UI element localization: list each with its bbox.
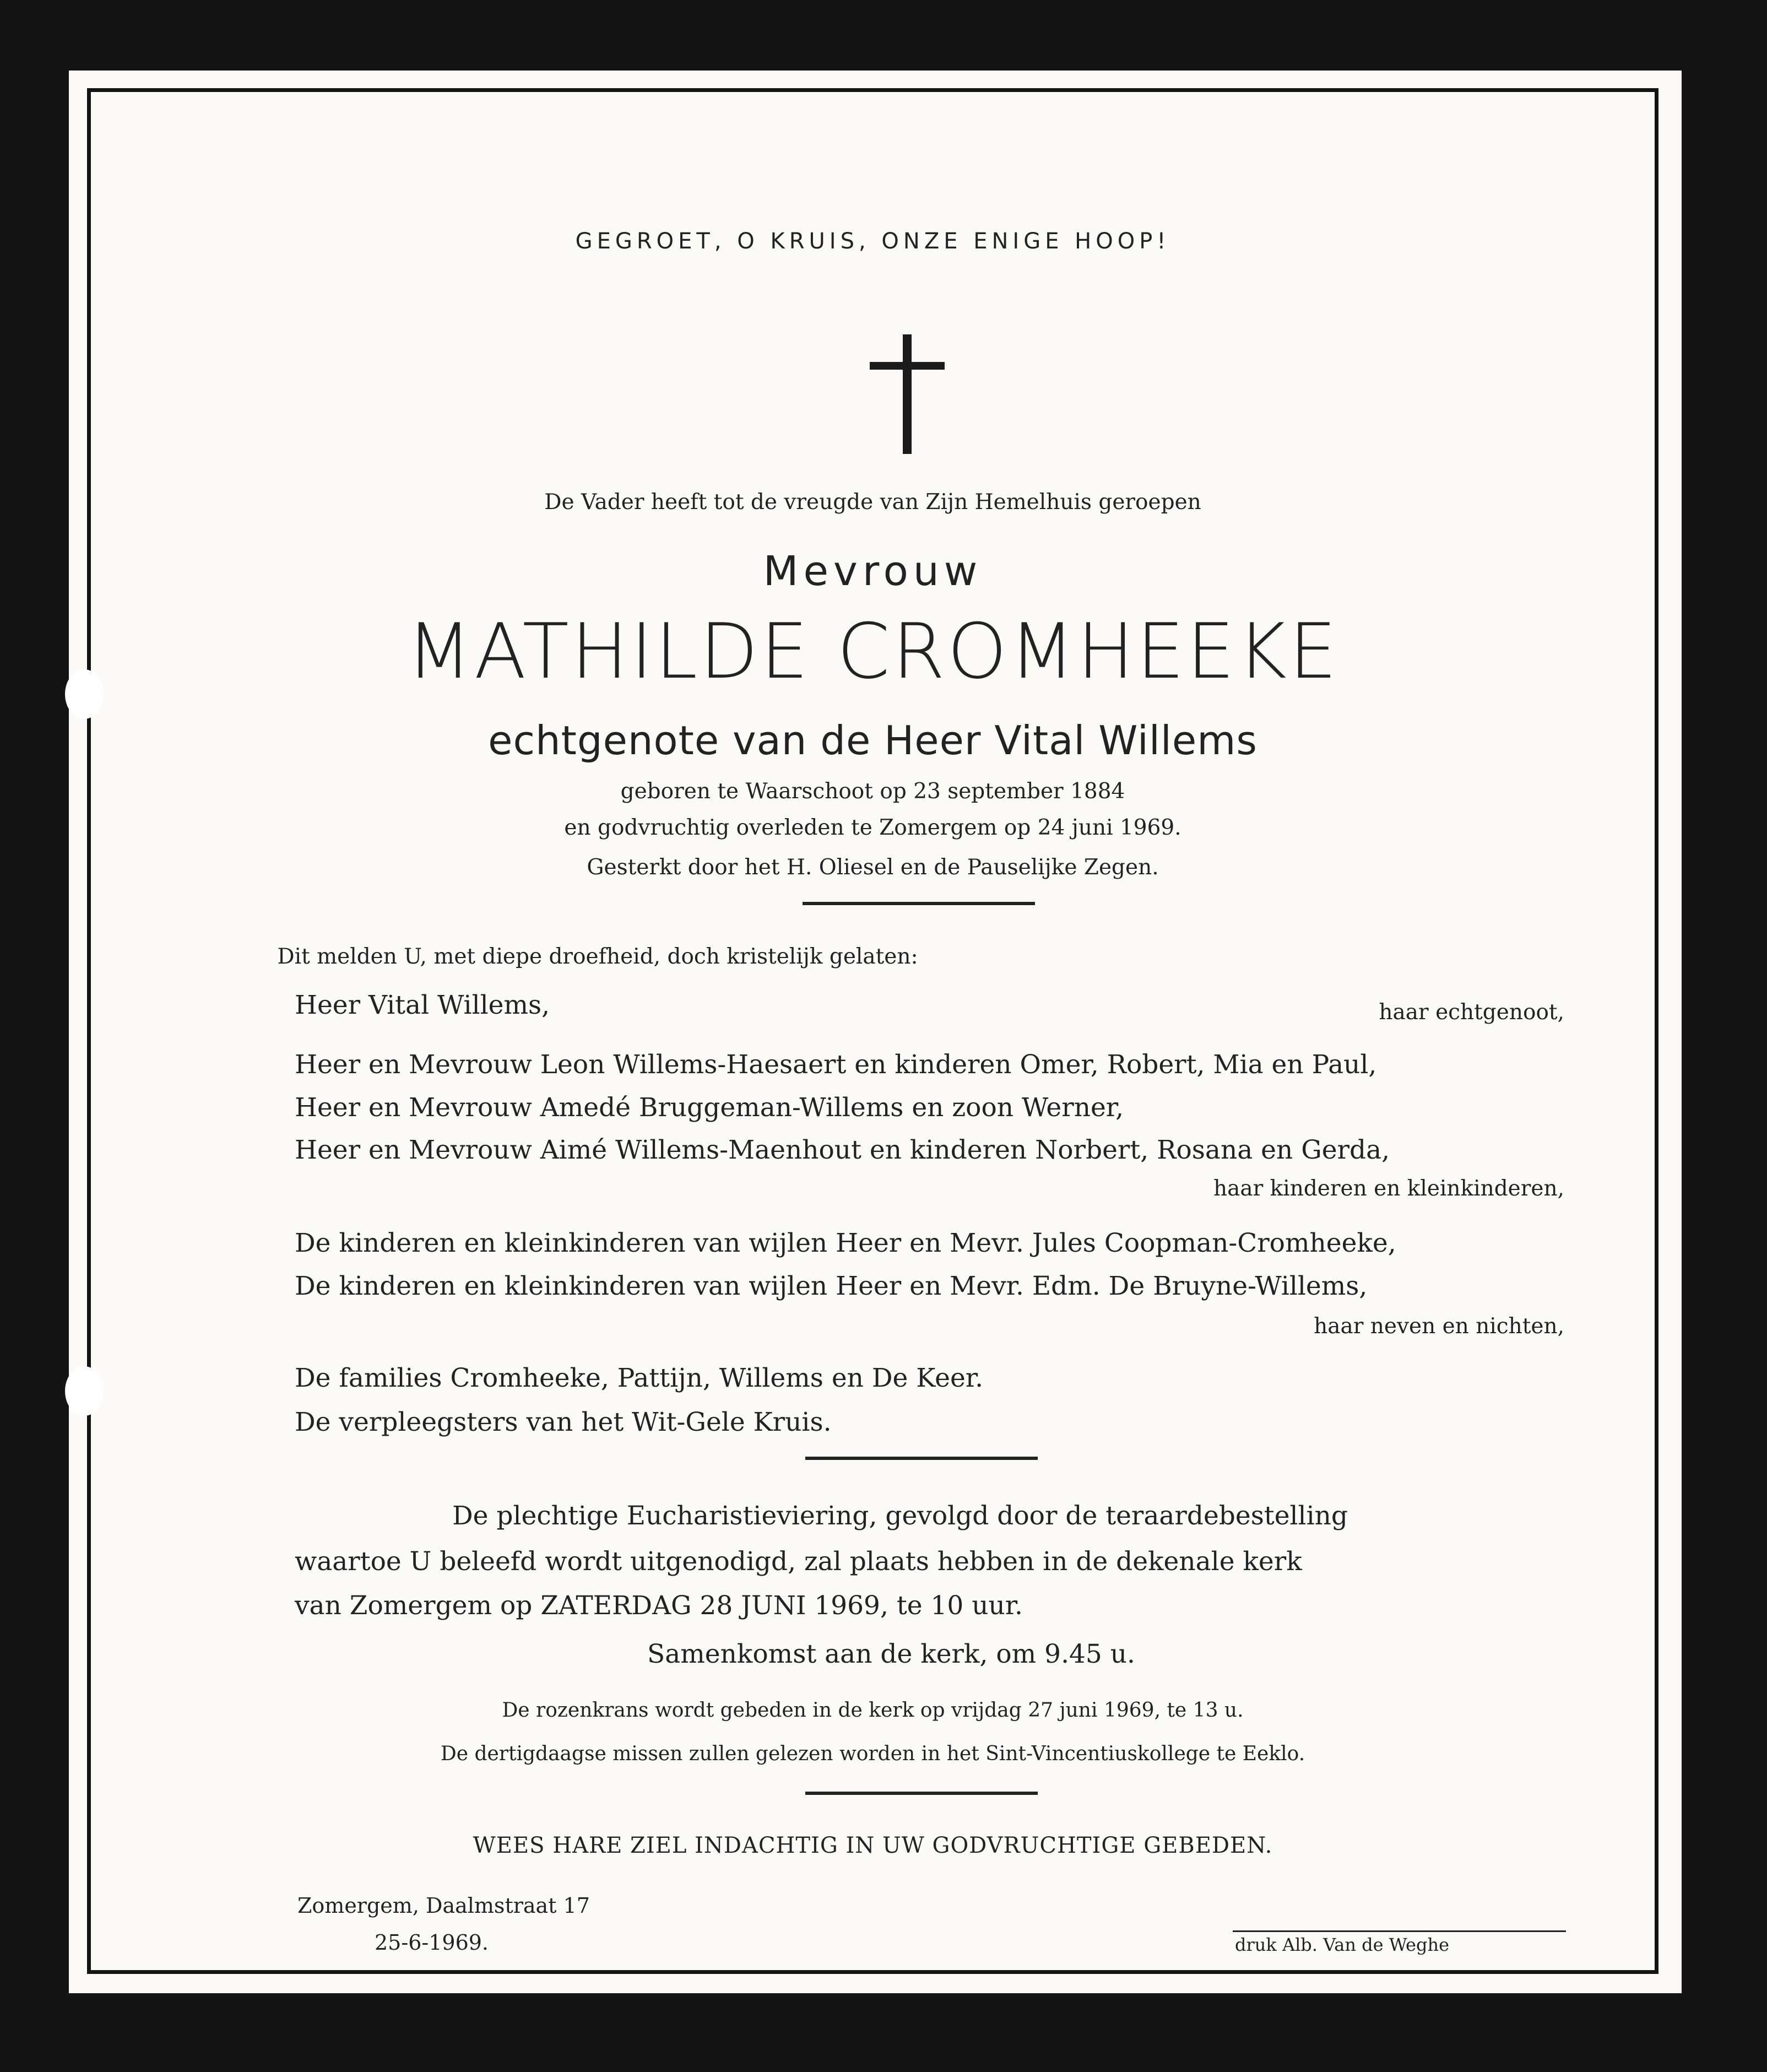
intro-text: De Vader heeft tot de vreugde van Zijn Hemelhuis geroepen bbox=[544, 490, 1201, 515]
motto: GEGROET, O KRUIS, ONZE ENIGE HOOP! bbox=[575, 229, 1170, 254]
divider-3 bbox=[805, 1792, 1038, 1795]
death-line: en godvruchtig overleden te Zomergem op 24 juni 1969. bbox=[564, 815, 1181, 840]
mourner-husband: Heer Vital Willems, bbox=[295, 990, 550, 1020]
mourner-child-2: Heer en Mevrouw Amedé Bruggeman-Willems en zoon Werner, bbox=[295, 1092, 1124, 1123]
address: Zomergem, Daalmstraat 17 bbox=[297, 1894, 590, 1918]
announce-line: Dit melden U, met diepe droefheid, doch kristelijk gelaten: bbox=[277, 944, 918, 969]
deceased-name: MATHILDE CROMHEEKE bbox=[406, 607, 1340, 696]
service-line-2: waartoe U beleefd wordt uitgenodigd, zal plaats hebben in de dekenale kerk bbox=[295, 1546, 1302, 1577]
divider-1 bbox=[803, 902, 1035, 905]
birth-line: geboren te Waarschoot op 23 september 1884 bbox=[620, 779, 1125, 804]
service-line-1: De plechtige Eucharistieviering, gevolgd door de teraardebestelling bbox=[452, 1501, 1348, 1531]
gathering-line: Samenkomst aan de kerk, om 9.45 u. bbox=[647, 1639, 1135, 1669]
sacraments-line: Gesterkt door het H. Oliesel en de Pauselijke Zegen. bbox=[587, 855, 1159, 880]
role-cousins: haar neven en nichten, bbox=[1314, 1314, 1564, 1339]
rosary-line: De rozenkrans wordt gebeden in de kerk op vrijdag 27 juni 1969, te 13 u. bbox=[502, 1699, 1244, 1722]
mourner-cousin-2: De kinderen en kleinkinderen van wijlen Heer en Mevr. Edm. De Bruyne-Willems, bbox=[295, 1271, 1368, 1301]
printer-rule bbox=[1233, 1930, 1566, 1932]
prayer-line: WEES HARE ZIEL INDACHTIG IN UW GODVRUCHTIGE GEBEDEN. bbox=[473, 1833, 1273, 1858]
mourner-nurses: De verpleegsters van het Wit-Gele Kruis. bbox=[295, 1407, 832, 1437]
mourner-child-1: Heer en Mevrouw Leon Willems-Haesaert en kinderen Omer, Robert, Mia en Paul, bbox=[295, 1049, 1377, 1080]
death-notice bbox=[91, 92, 1655, 1970]
role-children: haar kinderen en kleinkinderen, bbox=[1213, 1176, 1564, 1201]
role-husband: haar echtgenoot, bbox=[1379, 1000, 1564, 1025]
masses-line: De dertigdaagse missen zullen gelezen worden in het Sint-Vincentiuskollege te Eeklo. bbox=[440, 1743, 1305, 1765]
mourner-families: De families Cromheeke, Pattijn, Willems en De Keer. bbox=[295, 1363, 984, 1393]
title: Mevrouw bbox=[763, 548, 983, 595]
service-line-3: van Zomergem op ZATERDAG 28 JUNI 1969, te 10 uur. bbox=[295, 1590, 1023, 1621]
divider-2 bbox=[805, 1457, 1038, 1460]
date: 25-6-1969. bbox=[375, 1930, 489, 1955]
spouse-line: echtgenote van de Heer Vital Willems bbox=[488, 717, 1258, 764]
mourner-cousin-1: De kinderen en kleinkinderen van wijlen Heer en Mevr. Jules Coopman-Cromheeke, bbox=[295, 1228, 1396, 1258]
mourner-child-3: Heer en Mevrouw Aimé Willems-Maenhout en kinderen Norbert, Rosana en Gerda, bbox=[295, 1135, 1390, 1165]
printer-credit: druk Alb. Van de Weghe bbox=[1235, 1934, 1449, 1955]
